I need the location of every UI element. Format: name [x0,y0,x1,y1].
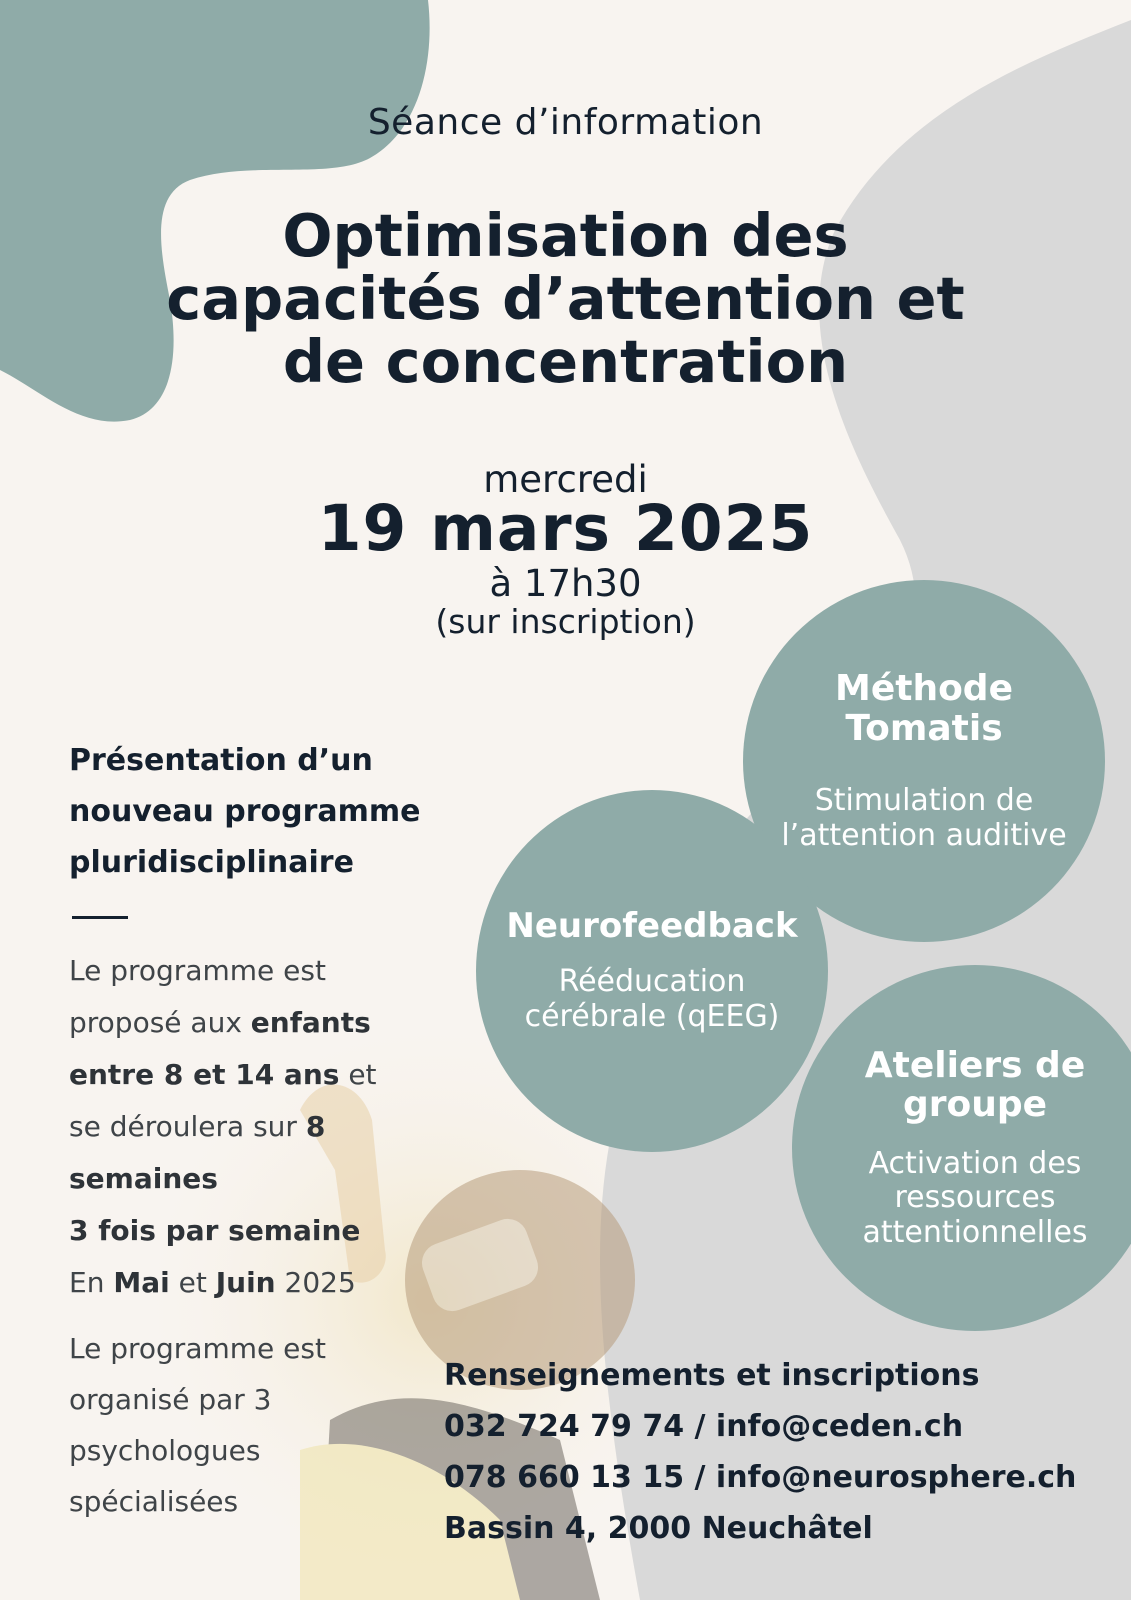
contact-heading: Renseignements et inscriptions [444,1358,980,1393]
program-audience: enfants entre 8 et 14 ans [69,1006,371,1091]
method-circle-neurofeedback [476,790,828,1152]
method-description [525,965,780,1034]
registration-note: (sur inscription) [435,602,696,641]
program-lead [69,735,489,888]
program-text: et [169,1266,216,1299]
program-details [69,945,409,1309]
event-title [0,201,1131,396]
method-desc-line: Stimulation de [814,783,1034,819]
lead-line: Présentation d’un [69,743,373,778]
event-kicker: Séance d’information [367,102,764,143]
lead-line: nouveau programme [69,794,421,829]
method-desc-line: attentionnelles [862,1214,1088,1250]
program-text: En [69,1266,114,1299]
program-duration: 8 semaines [69,1110,326,1195]
method-title-line: Neurofeedback [506,905,798,946]
program-text: 2025 [275,1266,356,1299]
method-desc-line: Rééducation [558,964,746,1000]
contact-phone-email-neurosphere: 078 660 13 15 / info@neurosphere.ch [444,1460,1077,1495]
method-title-line: groupe [902,1084,1048,1126]
contact-block [444,1350,1076,1554]
title-line: Optimisation des [282,201,849,270]
method-desc-line: ressources [894,1180,1056,1216]
title-line: de concentration [282,327,849,396]
organizer-info: Le programme est organisé par 3 psychologues spécialisées [69,1332,326,1518]
method-title-line: Méthode [835,667,1013,709]
divider [72,916,128,919]
lead-line: pluridisciplinaire [69,845,354,880]
method-title-line: Tomatis [845,707,1003,749]
program-frequency: 3 fois par semaine [69,1214,361,1247]
method-desc-line: Activation des [868,1145,1082,1181]
method-title-line: Ateliers de [864,1044,1086,1086]
program-month: Juin [215,1266,276,1299]
method-description [862,1147,1087,1251]
method-description [781,784,1066,853]
event-day: mercredi [483,458,648,501]
method-title [506,905,798,946]
method-title [865,1046,1085,1125]
contact-address: Bassin 4, 2000 Neuchâtel [444,1511,873,1546]
title-line: capacités d’attention et [166,264,965,333]
event-date: 19 mars 2025 [317,492,814,565]
program-info [69,735,489,1527]
method-title [835,669,1013,748]
method-desc-line: l’attention auditive [781,817,1067,853]
program-text: Le programme est proposé aux [69,954,326,1039]
contact-phone-email-ceden: 032 724 79 74 / info@ceden.ch [444,1409,964,1444]
program-text: et se déroulera sur [69,1058,377,1143]
program-month: Mai [113,1266,170,1299]
event-time: à 17h30 [489,562,642,605]
method-desc-line: cérébrale (qEEG) [524,998,780,1034]
